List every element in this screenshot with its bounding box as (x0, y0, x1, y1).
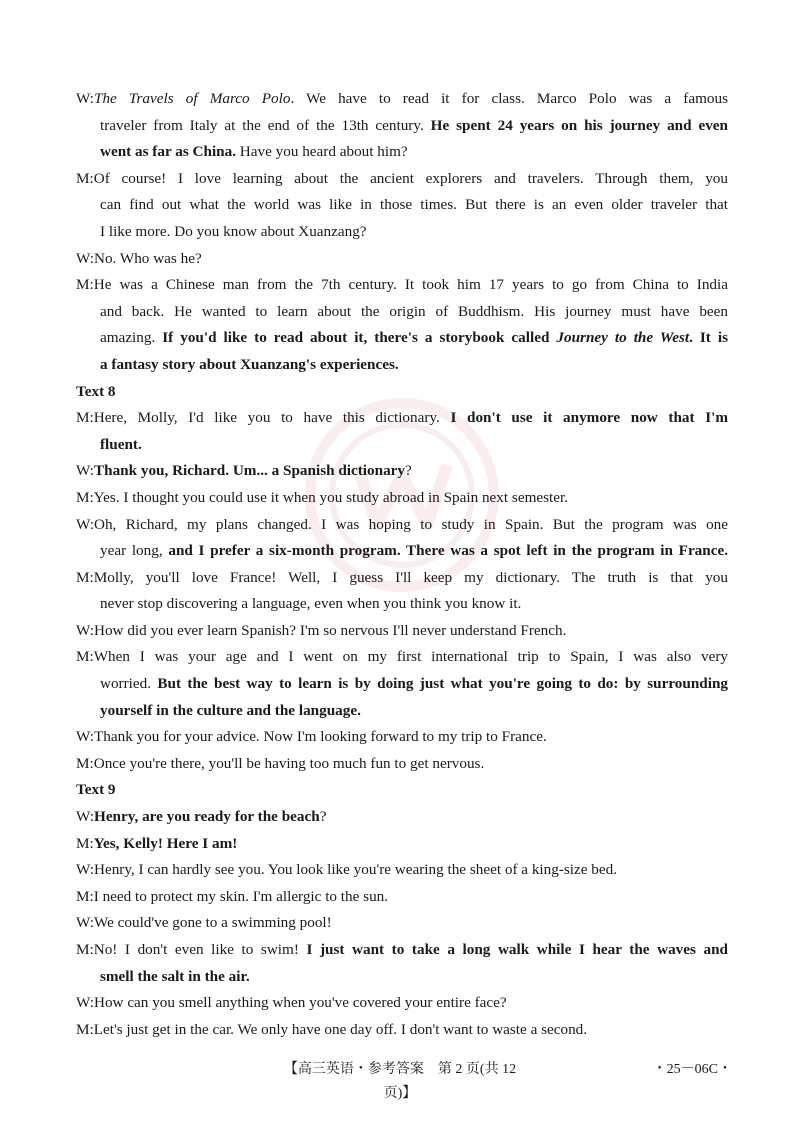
transcript-line (76, 644, 728, 671)
transcript-line (76, 990, 728, 1017)
transcript-line (76, 219, 728, 246)
transcript-line (76, 910, 728, 937)
text-segment: Henry, are you ready for the beach (94, 808, 320, 826)
text-segment: Have you heard about him? (236, 143, 408, 161)
transcript-text (76, 86, 728, 1043)
transcript-line (76, 857, 728, 884)
transcript-line (76, 246, 728, 273)
text-segment: W:Henry, I can hardly see you. You look like you're wearing the sheet of a king-size bed. (76, 861, 618, 879)
text-segment: W: (76, 808, 94, 826)
text-segment: M:Molly, you'll love France! Well, I guess I'll keep my dictionary. The truth is that you (76, 568, 728, 586)
transcript-line (76, 432, 728, 459)
text-segment: I just want to take a long walk while I hear the waves and (306, 941, 728, 958)
transcript-line (76, 192, 728, 219)
transcript-line (76, 512, 728, 539)
text-segment: W:How did you ever learn Spanish? I'm so nervous I'll never understand French. (76, 621, 567, 639)
transcript-line (76, 272, 728, 299)
text-segment: W:Oh, Richard, my plans changed. I was hoping to study in Spain. But the program was one (76, 515, 728, 533)
text-segment: year long, (100, 542, 169, 560)
transcript-line (76, 937, 728, 964)
text-segment: Journey to the West (556, 329, 690, 347)
text-segment: M:Once you're there, you'll be having too much fun to get nervous. (76, 754, 485, 772)
text-segment: M:Let's just get in the car. We only have one day off. I don't want to waste a second. (76, 1020, 588, 1038)
text-segment: a fantasy story about Xuanzang's experiences. (100, 355, 399, 373)
text-segment: . We have to read it for class. Marco Polo was a famous (290, 90, 728, 107)
text-segment: I don't use it anymore now that I'm (450, 409, 728, 427)
transcript-line (76, 831, 728, 858)
transcript-line (76, 113, 728, 140)
text-segment: yourself in the culture and the language. (100, 701, 361, 719)
text-segment: can find out what the world was like in those times. But there is an even older traveler that (100, 196, 728, 214)
text-segment: M: (76, 834, 94, 852)
text-segment: smell the salt in the air. (100, 967, 250, 985)
text-segment: ? (405, 462, 412, 480)
text-segment: I like more. Do you know about Xuanzang? (100, 222, 367, 240)
transcript-line (76, 671, 728, 698)
text-segment: W:We could've gone to a swimming pool! (76, 914, 332, 932)
text-segment: fluent. (100, 435, 142, 453)
text-segment: If you'd like to read about it, there's a storybook called (162, 329, 557, 347)
transcript-line (76, 724, 728, 751)
transcript-line (76, 299, 728, 326)
transcript-line (76, 538, 728, 565)
text-segment: worried. (100, 675, 158, 693)
text-segment: traveler from Italy at the end of the 13th century. (100, 116, 431, 134)
transcript-line (76, 139, 728, 166)
text-segment: Text 9 (76, 781, 116, 799)
text-segment: and back. He wanted to learn about the origin of Buddhism. His journey must have been (100, 302, 728, 320)
transcript-line (76, 698, 728, 725)
text-segment: . It is (689, 329, 728, 347)
text-segment: M:Yes. I thought you could use it when you study abroad in Spain next semester. (76, 488, 569, 506)
transcript-line (76, 352, 728, 379)
transcript-line (76, 1017, 728, 1044)
text-segment: W:How can you smell anything when you've covered your entire face? (76, 994, 507, 1012)
transcript-line (76, 565, 728, 592)
text-segment: M:No! I don't even like to swim! (76, 941, 307, 958)
text-segment: M:He was a Chinese man from the 7th century. It took him 17 years to go from China to India (76, 276, 728, 294)
text-segment: W:Thank you for your advice. Now I'm looking forward to my trip to France. (76, 728, 547, 746)
transcript-line (76, 591, 728, 618)
transcript-line (76, 405, 728, 432)
transcript-line (76, 884, 728, 911)
text-segment: Text 8 (76, 382, 116, 400)
text-segment: M:Of course! I love learning about the ancient explorers and travelers. Through them, you (76, 169, 728, 187)
text-segment: But the best way to learn is by doing just what you're going to do: by surrounding (157, 675, 728, 693)
text-segment: M:I need to protect my skin. I'm allergic to the sun. (76, 887, 389, 905)
transcript-line (76, 964, 728, 991)
text-segment: Thank you, Richard. Um... a Spanish dictionary (94, 462, 405, 480)
text-segment: amazing. (100, 329, 163, 347)
transcript-line (76, 485, 728, 512)
text-segment: ? (319, 808, 327, 826)
transcript-line (76, 458, 728, 485)
text-segment: W: (76, 462, 94, 480)
page-footer (0, 1058, 800, 1101)
transcript-line (76, 86, 728, 113)
section-heading (76, 777, 728, 804)
footer-code: ・25－06C・ (652, 1062, 732, 1077)
footer-page-info: 【高三英语・参考答案 第 2 页(共 12 页)】 (283, 1062, 517, 1101)
section-heading (76, 379, 728, 406)
text-segment: W: (76, 90, 94, 107)
transcript-line (76, 166, 728, 193)
transcript-line (76, 804, 728, 831)
transcript-line (76, 325, 728, 352)
transcript-line (76, 751, 728, 778)
text-segment: went as far as China. (100, 143, 236, 161)
text-segment: He spent 24 years on his journey and even (430, 116, 728, 134)
text-segment: and I prefer a six-month program. There was a spot left in the program in France. (168, 542, 728, 560)
text-segment: M:When I was your age and I went on my first international trip to Spain, I was also very (76, 648, 728, 666)
text-segment: never stop discovering a language, even when you think you know it. (100, 595, 522, 613)
text-segment: W:No. Who was he? (76, 249, 202, 267)
text-segment: Yes, Kelly! Here I am! (93, 834, 238, 852)
text-segment: The Travels of Marco Polo (94, 90, 291, 107)
transcript-line (76, 618, 728, 645)
text-segment: M:Here, Molly, I'd like you to have this dictionary. (76, 409, 451, 427)
